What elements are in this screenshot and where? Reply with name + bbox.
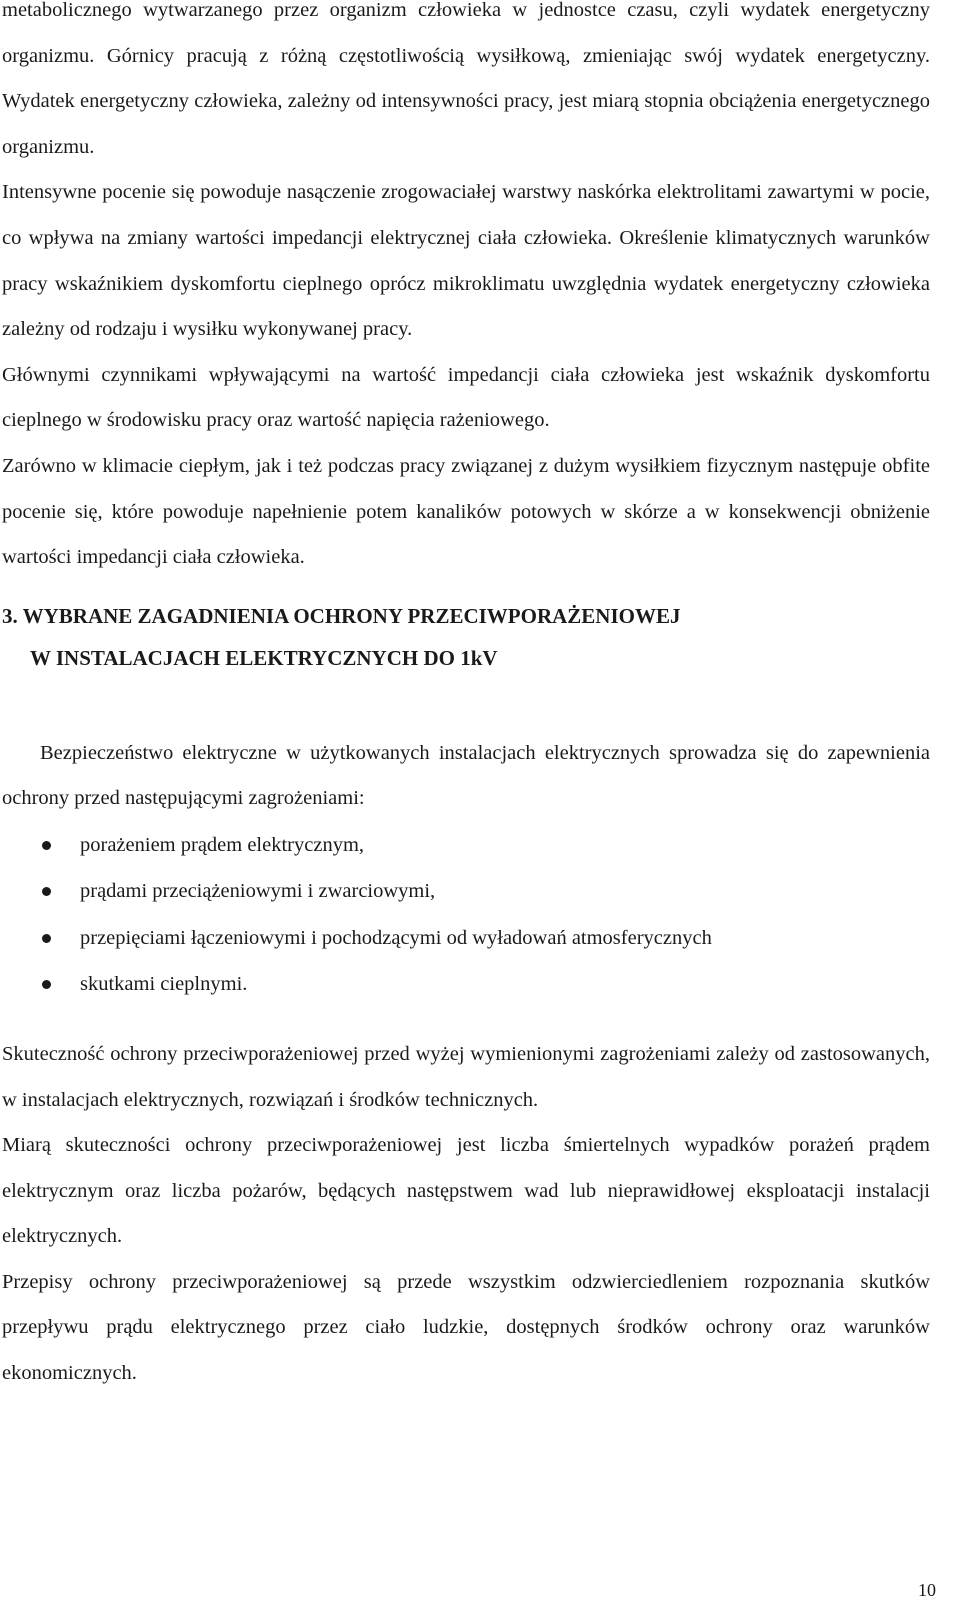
bullet-icon bbox=[42, 841, 51, 850]
list-item-text: przepięciami łączeniowymi i pochodzącymi od wyładowań atmosferycznych bbox=[80, 926, 712, 949]
paragraph-metabolic: metabolicznego wytwarzanego przez organizm człowieka w jednostce czasu, czyli wydatek energetyczny organizmu. Górnicy pracują z różną częstotliwością wysiłkową, zmieniając swój wydatek energetyczny. Wydatek energetyczny człowieka, zależny od intensywności pracy, jest miarą stopnia obciążenia energetycznego organizmu. bbox=[2, 0, 930, 158]
list-item-text: porażeniem prądem elektrycznym, bbox=[80, 833, 365, 856]
section-heading-line1: 3. WYBRANE ZAGADNIENIA OCHRONY PRZECIWPORAŻENIOWEJ bbox=[2, 603, 681, 628]
paragraph-measure: Miarą skuteczności ochrony przeciwporażeniowej jest liczba śmiertelnych wypadków porażeń prądem elektrycznym oraz liczba pożarów, będących następstwem wad lub nieprawidłowej eksploatacji instalacji elektrycznych. bbox=[2, 1134, 930, 1248]
paragraph-regulations: Przepisy ochrony przeciwporażeniowej są przede wszystkim odzwierciedleniem rozpoznania skutków przepływu prądu elektrycznego przez ciało ludzkie, dostępnych środków ochrony oraz warunków ekonomicznych. bbox=[2, 1270, 930, 1385]
list-item bbox=[2, 961, 930, 1008]
list-item-text: skutkami cieplnymi. bbox=[80, 973, 248, 996]
list-item-text: prądami przeciążeniowymi i zwarciowymi, bbox=[80, 880, 436, 903]
section-heading-line2: W INSTALACJACH ELEKTRYCZNYCH DO 1kV bbox=[30, 645, 498, 670]
list-item bbox=[2, 868, 930, 915]
section-heading bbox=[2, 595, 930, 679]
list-item bbox=[2, 915, 930, 962]
paragraph-impedance-factors: Głównymi czynnikami wpływającymi na wartość impedancji ciała człowieka jest wskaźnik dyskomfortu cieplnego w środowisku pracy oraz wartość napięcia rażeniowego. bbox=[2, 363, 930, 432]
list-item bbox=[2, 822, 930, 869]
hazard-list bbox=[2, 822, 930, 1008]
spacer bbox=[2, 581, 930, 595]
document-page bbox=[2, 0, 930, 1397]
paragraph-sweating: Intensywne pocenie się powoduje nasączenie zrogowaciałej warstwy naskórka elektrolitami zawartymi w pocie, co wpływa na zmiany wartości impedancji elektrycznej ciała człowieka. Określenie klimatycznych warunków pracy wskaźnikiem dyskomfortu cieplnego oprócz mikroklimatu uwzględnia wydatek energetyczny człowieka zależny od rodzaju i wysiłku wykonywanej pracy. bbox=[2, 181, 930, 341]
spacer bbox=[2, 679, 930, 731]
paragraph-safety-intro: Bezpieczeństwo elektryczne w użytkowanych instalacjach elektrycznych sprowadza się do zapewnienia ochrony przed następującymi zagrożeniami: bbox=[2, 741, 930, 810]
spacer bbox=[2, 1008, 930, 1032]
paragraph-effectiveness: Skuteczność ochrony przeciwporażeniowej przed wyżej wymienionymi zagrożeniami zależy od zastosowanych, w instalacjach elektrycznych, rozwiązań i środków technicznych. bbox=[2, 1042, 930, 1111]
bullet-icon bbox=[42, 887, 51, 896]
bullet-icon bbox=[42, 980, 51, 989]
bullet-icon bbox=[42, 934, 51, 943]
page-number: 10 bbox=[918, 1580, 936, 1600]
paragraph-warm-climate: Zarówno w klimacie ciepłym, jak i też podczas pracy związanej z dużym wysiłkiem fizycznym następuje obfite pocenie się, które powoduje napełnienie potem kanalików potowych w skórze a w konsekwencji obniżenie wartości impedancji ciała człowieka. bbox=[2, 454, 930, 569]
